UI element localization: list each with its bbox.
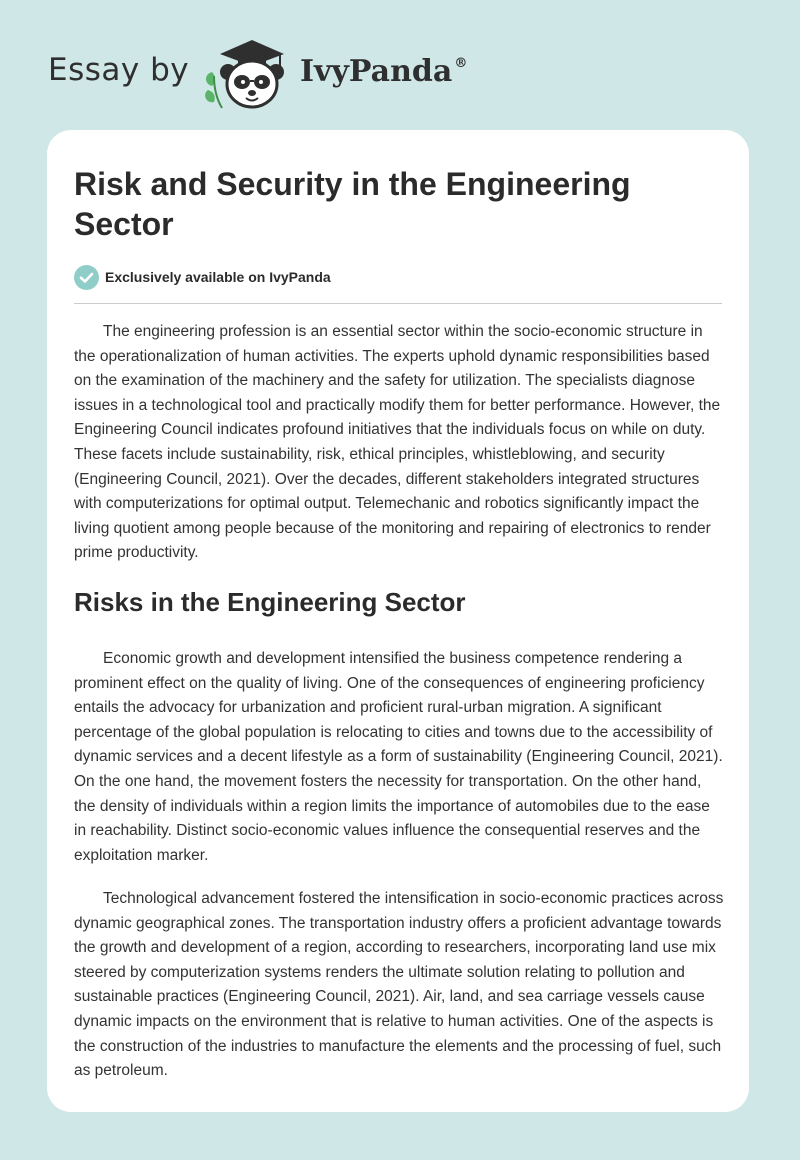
- panda-graduate-logo-icon: [200, 32, 296, 112]
- registered-trademark: ®: [454, 56, 468, 71]
- title-divider: [74, 303, 722, 304]
- intro-paragraph: The engineering profession is an essential sector within the socio-economic structure in the operationalization of human activities. The experts uphold dynamic responsibilities based on the examination of the machinery and the safety for utilization. The specialists diagnose issues in a technological tool and practically modify them for better performance. However, the Engineering Council indicates profound initiatives that the individuals focus on while on duty. These facets include sustainability, risk, ethical principles, whistleblowing, and security (Engineering Council, 2021). Over the decades, different stakeholders integrated structures with computerizations for optimal output. Telemechanic and robotics significantly impact the living quotient among people because of the monitoring and repairing of electronics to render prime productivity.: [74, 323, 721, 562]
- section-heading: Risks in the Engineering Sector: [74, 587, 466, 617]
- essay-card: [47, 130, 749, 1112]
- brand-prefix: Essay by: [48, 52, 190, 88]
- section-paragraph-2: Technological advancement fostered the intensification in socio-economic practices across dynamic geographical zones. The transportation industry offers a proficient advantage towards the growth and development of a region, according to researchers, incorporating land use mix steered by computerization systems renders the ultimate solution relating to pollution and sustainable practices (Engineering Council, 2021). Air, land, and sea carriage vessels cause dynamic impacts on the environment that is relative to human activities. One of the aspects is the construction of the industries to manufacture the elements and the processing of fuel, such as petroleum.: [74, 890, 724, 1080]
- essay-title: Risk and Security in the Engineering Sector: [74, 166, 631, 242]
- brand-name: IvyPanda ®: [300, 54, 468, 89]
- site-brand[interactable]: [48, 30, 488, 110]
- exclusive-badge-text: Exclusively available on IvyPanda: [105, 269, 331, 285]
- section-paragraph-1: Economic growth and development intensified the business competence rendering a prominent effect on the quality of living. One of the consequences of engineering proficiency entails the advocacy for urbanization and proficient rural-urban migration. A significant percentage of the global population is relocating to cities and towns due to the accessibility of dynamic services and a decent lifestyle as a form of sustainability (Engineering Council, 2021). On the one hand, the movement fosters the necessity for transportation. On the other hand, the density of individuals within a region limits the importance of automobiles due to the ease in reachability. Distinct socio-economic values influence the consequential reserves and the exploitation marker.: [74, 650, 723, 864]
- exclusive-badge: [74, 264, 331, 290]
- checkmark-icon: [74, 265, 99, 290]
